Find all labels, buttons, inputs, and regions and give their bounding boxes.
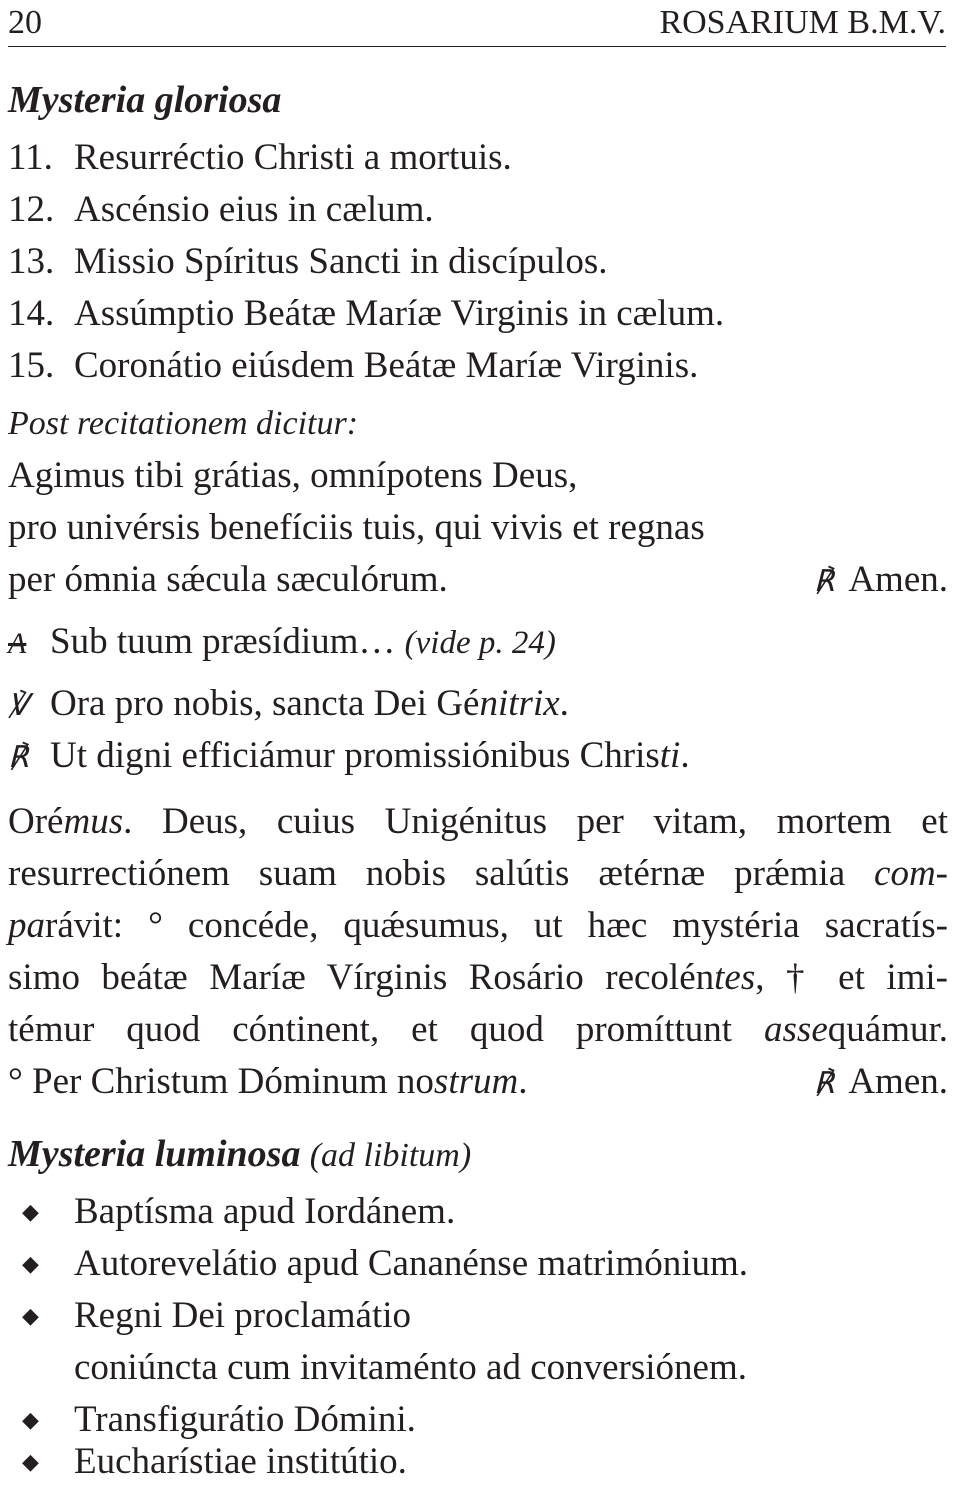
amen-response [814,1056,948,1110]
mystery-text: Assúmptio Beátæ Maríæ Virginis in cælum. [74,293,725,334]
response-symbol: ℟ [813,565,835,598]
mystery-text: Coronátio eiúsdem Beátæ Maríæ Virginis. [74,345,699,386]
versicle-symbol: ℣ [8,689,29,722]
versicle-line [8,678,948,732]
collect-line [8,952,948,1004]
collect-text-end: quámur. [827,1009,948,1050]
mystery-text: Baptísma apud Iordánem. [74,1191,456,1232]
mystery-number: 14. [8,293,55,334]
running-title: ROSARIUM B.M.V. [659,4,946,41]
diamond-bullet-icon: ◆ [22,1407,39,1432]
mystery-text: Eucharístiae institútio. [74,1441,407,1482]
response-text-italic: ti [659,735,681,776]
collect-text-italic: com- [874,853,948,894]
oremus: Oré [8,801,64,842]
response-text-end: . [680,735,690,776]
collect-text: témur quod cóntinent, et quod promíttunt [8,1009,765,1050]
mystery-text: Autorevelátio apud Cananénse matrimónium. [74,1243,749,1284]
amen-text: Amen. [848,559,948,600]
mystery-number: 13. [8,241,55,282]
mystery-item [8,340,948,392]
rubric: Post recitationem dicitur: [8,405,359,442]
diamond-bullet-icon: ◆ [22,1303,39,1328]
amen-text: Amen. [848,1061,948,1102]
collect-text: rávit: ° concéde, quǽsumus, ut hæc mystéria sacratís- [45,905,948,946]
diamond-bullet-icon: ◆ [22,1449,39,1474]
antiphon-reference: (vide p. 24) [404,625,556,661]
response-symbol: ℟ [8,741,29,774]
oremus-end: . [123,801,133,842]
versicle-text: Ora pro nobis, sancta Dei Gé [50,683,480,724]
collect-line [8,900,948,952]
collect-text-italic: pa [8,905,45,946]
mystery-text: Transfigurátio Dómini. [74,1399,416,1440]
section-heading-luminous [8,1128,948,1182]
prayer-line: Agimus tibi grátias, omnípotens Deus, [8,455,578,496]
list-item [8,1186,948,1238]
amen-response [814,554,948,608]
collect-line [8,1004,948,1056]
prayer-line [8,554,948,606]
diamond-bullet-icon: ◆ [22,1199,39,1224]
collect-text-end: . [518,1061,528,1102]
collect-text: resurrectiónem suam nobis salútis ætérnæ prǽmia [8,853,875,894]
mystery-text: Missio Spíritus Sancti in discípulos. [74,241,608,282]
mystery-item [8,132,948,184]
mystery-item [8,184,948,236]
collect-line [8,796,948,848]
mystery-text: Ascénsio eius in cælum. [74,189,434,230]
page-header [8,0,946,47]
collect-line [8,848,948,900]
response-symbol: ℟ [813,1067,835,1100]
collect-text-italic: strum [433,1061,519,1102]
prayer-line-text: per ómnia sǽcula sæculórum. [8,559,448,600]
mystery-number: 11. [8,137,53,178]
list-item [8,1436,948,1488]
antiphon-symbol: A [8,627,27,660]
section-title-glorious: Mysteria gloriosa [8,79,282,121]
versicle-text-italic: nitrix [479,683,560,724]
list-item [8,1238,948,1290]
collect-line [8,1056,948,1108]
antiphon-text: Sub tuum præsídium… [50,621,396,662]
mystery-text: Regni Dei proclamátio [74,1295,412,1336]
section-subtitle: (ad libitum) [309,1137,472,1174]
mystery-text: Resurréctio Christi a mortuis. [74,137,512,178]
response-line [8,730,948,784]
list-item [8,1290,948,1342]
versicle-text-end: . [559,683,569,724]
section-title-luminous: Mysteria luminosa [8,1133,301,1175]
collect-text: simo beátæ Maríæ Vírginis Rosário recolén [8,957,715,998]
antiphon-line [8,616,948,670]
response-text: Ut digni efficiámur promissiónibus Chris [50,735,660,776]
page-number: 20 [8,4,42,41]
mystery-number: 12. [8,189,55,230]
collect-text: Deus, cuius Unigénitus per vitam, mortem et [161,801,948,842]
list-item-continuation: coniúncta cum invitaménto ad conversiónem. [74,1347,747,1388]
diamond-bullet-icon: ◆ [22,1251,39,1276]
mystery-item [8,236,948,288]
mystery-item [8,288,948,340]
collect-text-end: , † et imi- [755,957,948,998]
oremus-italic: mus [63,801,124,842]
collect-text: ° Per Christum Dóminum no [8,1061,434,1102]
collect-text-italic: asse [764,1009,828,1050]
mystery-number: 15. [8,345,55,386]
prayer-line: pro univérsis benefíciis tuis, qui vivis et regnas [8,507,705,548]
collect-text-italic: tes [714,957,756,998]
